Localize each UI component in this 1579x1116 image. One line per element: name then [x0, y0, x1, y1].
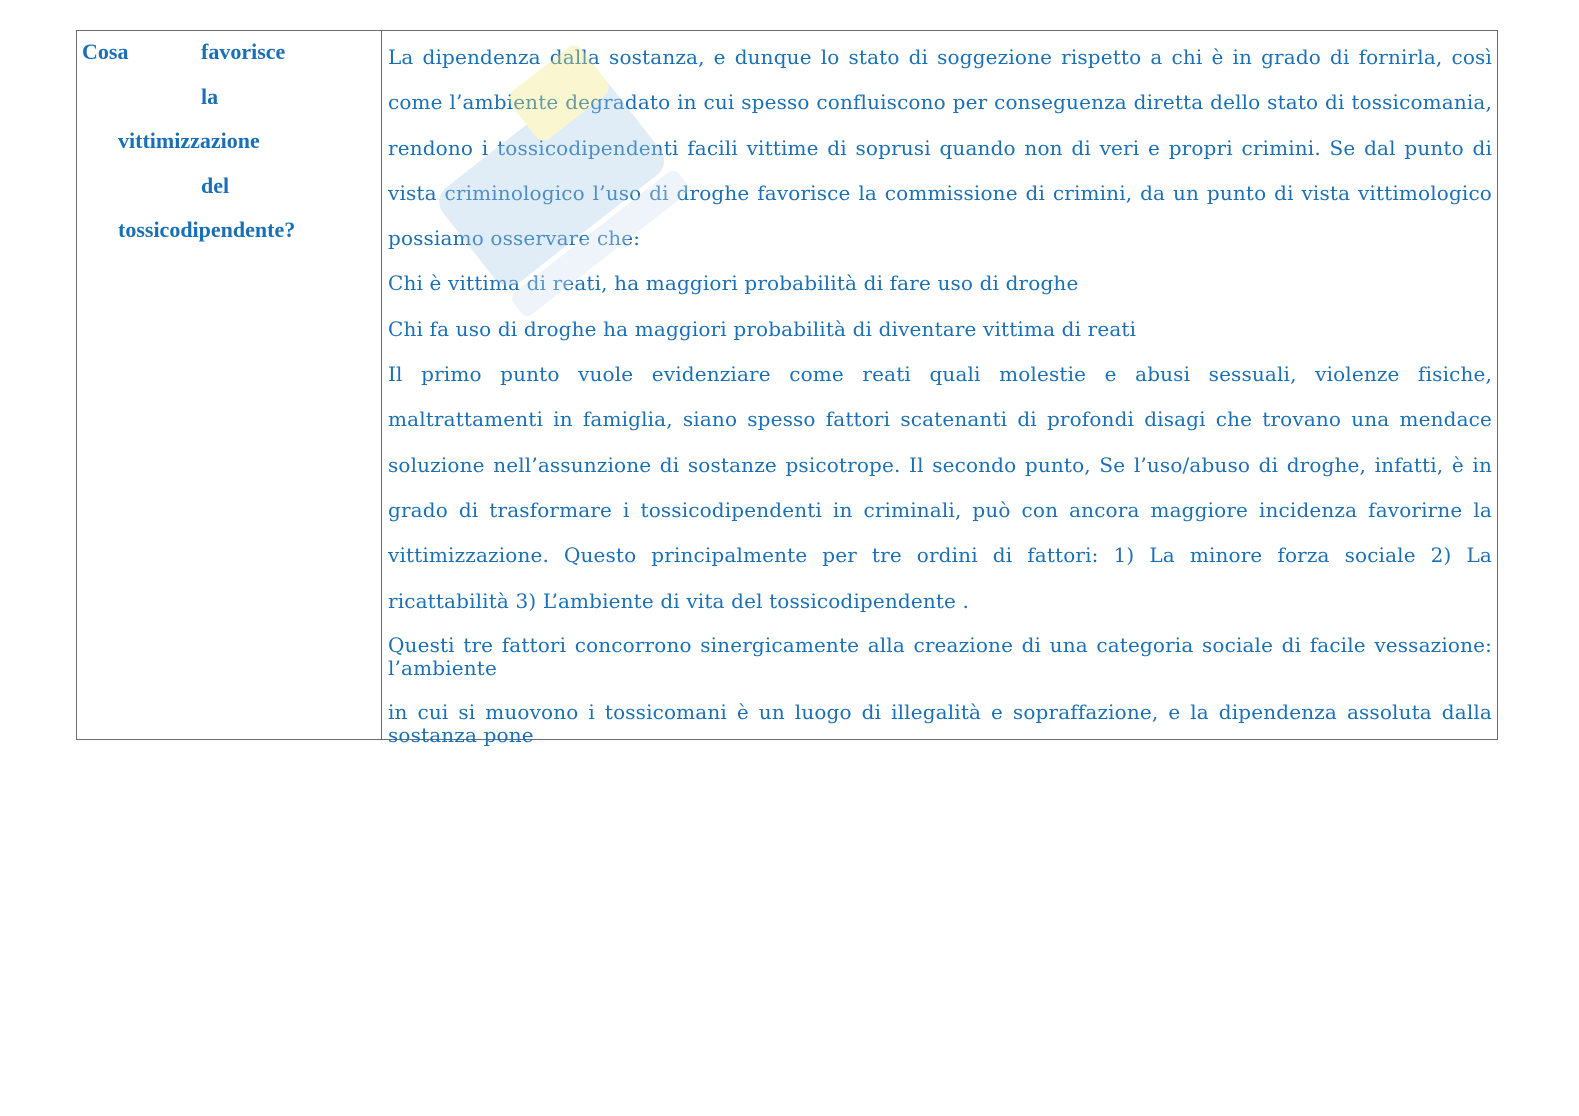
question-word-1: Cosa: [82, 39, 129, 64]
qa-table: [76, 30, 1498, 747]
column-divider: [381, 31, 382, 739]
question-word-6: tossicodipendente?: [118, 217, 296, 242]
answer-point-1: Chi è vittima di reati, ha maggiori probabilità di fare uso di droghe: [388, 271, 1079, 296]
answer-paragraph-intro: La dipendenza dalla sostanza, e dunque lo stato di soggezione rispetto a chi è in grado di fornirla, così come l’ambiente degradato in cui spesso confluiscono per conseguenza diretta dello stato di tossicomania, rendono i tossicodipendenti facili vittime di soprusi quando non di veri e propri crimini. Se dal punto di vista criminologico l’uso di droghe favorisce la commissione di crimini, da un punto di vista vittimologico possiamo osservare che:: [388, 45, 1492, 251]
answer-point-2: Chi fa uso di droghe ha maggiori probabilità di diventare vittima di reati: [388, 316, 1137, 341]
question-word-4: vittimizzazione: [118, 128, 260, 153]
answer-paragraph-continuation: in cui si muovono i tossicomani è un luogo di illegalità e sopraffazione, e la dipendenza assoluta dalla sostanza pone: [388, 699, 1492, 747]
answer-paragraph-factors: Questi tre fattori concorrono sinergicamente alla creazione di una categoria sociale di facile vessazione: l’ambiente: [388, 632, 1492, 680]
question-word-5: del: [201, 173, 230, 198]
question-word-2: favorisce: [201, 39, 286, 64]
answer-cell: [388, 35, 1492, 747]
answer-paragraph-explanation: Il primo punto vuole evidenziare come reati quali molestie e abusi sessuali, violenze fisiche, maltrattamenti in famiglia, siano spesso fattori scatenanti di profondi disagi che trovano una mendace soluzione nell’assunzione di sostanze psicotrope. Il secondo punto, Se l’uso/abuso di droghe, infatti, è in grado di trasformare i tossicodipendenti in criminali, può con ancora maggiore incidenza favorirne la vittimizzazione. Questo principalmente per tre ordini di fattori: 1) La minore forza sociale 2) La ricattabilità 3) L’ambiente di vita del tossicodipendente .: [388, 362, 1492, 613]
question-word-3: la: [201, 84, 219, 109]
